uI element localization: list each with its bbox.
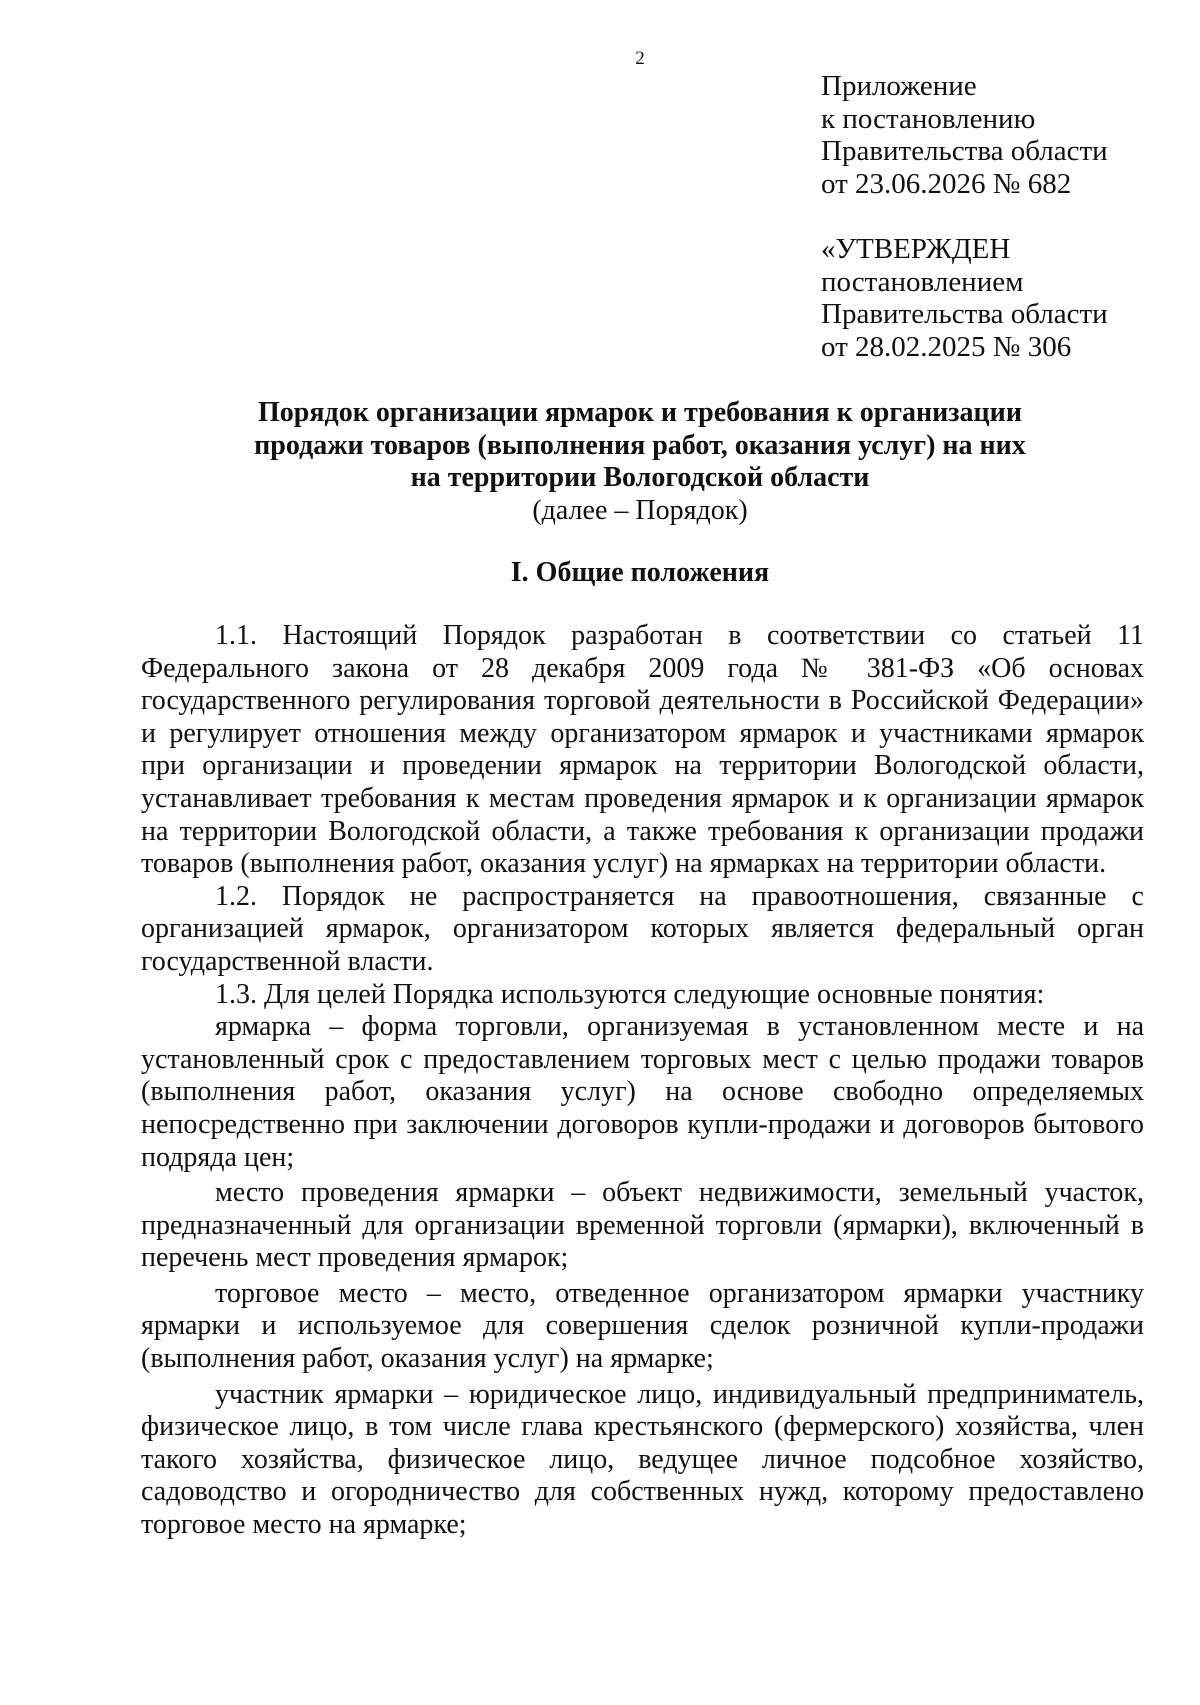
approved-line: от 28.02.2025 № 306 <box>821 330 1072 363</box>
document-title <box>150 397 1130 527</box>
appendix-line: от 23.06.2026 № 682 <box>821 167 1072 200</box>
body-text <box>141 620 1144 1542</box>
appendix-line: к постановлению <box>821 102 1036 135</box>
approved-line: «УТВЕРЖДЕН <box>821 233 1011 265</box>
page-number: 2 <box>635 48 645 69</box>
paragraph: ярмарка – форма торговли, организуемая в установленном месте и на установленный срок с предоставлением торговых мест с целью продажи товаров (выполнения работ, оказания услуг) на основе свободно определяемых непосредственно при заключении договоров купли-продажи и договоров бытового подряда цен; <box>141 1011 1144 1173</box>
title-line: Порядок организации ярмарок и требования к организации <box>258 397 1022 428</box>
paragraph: 1.1. Настоящий Порядок разработан в соответствии со статьей 11 Федерального закона от 28 декабря 2009 года № 381-ФЗ «Об основах государственного регулирования торговой деятельности в Российской Федерации» и регулирует отношения между организатором ярмарок и участниками ярмарок при организации и проведении ярмарок на территории Вологодской области, устанавливает требования к местам проведения ярмарок и к организации ярмарок на территории Вологодской области, а также требования к организации продажи товаров (выполнения работ, оказания услуг) на ярмарках на территории области. <box>141 620 1144 880</box>
paragraph: торговое место – место, отведенное организатором ярмарки участнику ярмарки и используемое для совершения сделок розничной купли-продажи (выполнения работ, оказания услуг) на ярмарке; <box>141 1277 1144 1375</box>
appendix-line: Приложение <box>821 70 977 102</box>
section-heading: I. Общие положения <box>510 557 770 588</box>
paragraph: участник ярмарки – юридическое лицо, индивидуальный предприниматель, физическое лицо, в том числе глава крестьянского (фермерского) хозяйства, член такого хозяйства, физическое лицо, ведущее личное подсобное хозяйство, садоводство и огородничество для собственных нужд, которому предоставлено торговое место на ярмарке; <box>141 1378 1144 1541</box>
paragraph: место проведения ярмарки – объект недвижимости, земельный участок, предназначенный для организации временной торговли (ярмарки), включенный в перечень мест проведения ярмарок; <box>141 1177 1144 1274</box>
approved-line: постановлением <box>821 265 1024 298</box>
paragraph: 1.2. Порядок не распространяется на правоотношения, связанные с организацией ярмарок, организатором которых является федеральный орган государственной власти. <box>141 880 1144 977</box>
appendix-block <box>821 70 1108 200</box>
appendix-line: Правительства области <box>821 135 1108 167</box>
title-subtitle: (далее – Порядок) <box>532 494 748 526</box>
paragraph: 1.3. Для целей Порядка используются следующие основные понятия: <box>215 978 1045 1010</box>
approved-block <box>821 233 1108 363</box>
approved-line: Правительства области <box>821 298 1108 330</box>
title-line: на территории Вологодской области <box>410 462 870 493</box>
title-line: продажи товаров (выполнения работ, оказания услуг) на них <box>254 429 1026 461</box>
